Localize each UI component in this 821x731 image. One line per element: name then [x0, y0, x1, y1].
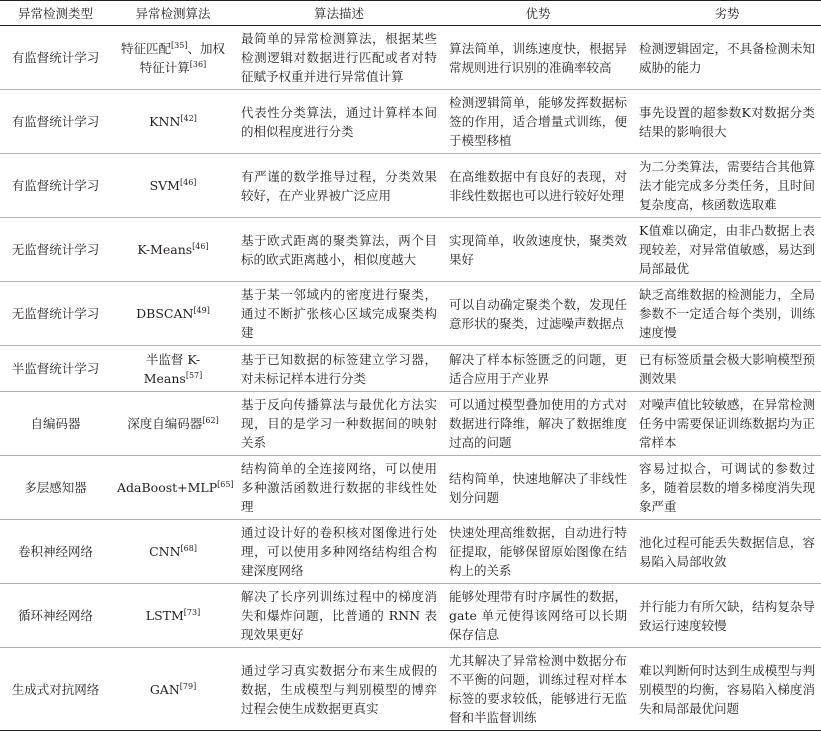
table-row	[0, 392, 821, 456]
cell-advantages: 检测逻辑简单，能够发挥数据标签的作用，适合增量式训练，便于模型移植	[443, 90, 633, 154]
cell-type: 无监督统计学习	[0, 282, 111, 346]
cell-type: 半监督统计学习	[0, 346, 111, 392]
header-advantages: 优势	[443, 1, 633, 26]
cell-disadvantages: 容易过拟合，可调试的参数过多，随着层数的增多梯度消失现象严重	[633, 456, 821, 520]
cell-disadvantages: 难以判断何时达到生成模型与判别模型的均衡，容易陷入梯度消失和局部最优问题	[633, 648, 821, 731]
cell-algorithm	[111, 584, 235, 648]
citation: [68]	[180, 543, 197, 553]
cell-algorithm	[111, 26, 235, 90]
citation: [65]	[217, 479, 234, 489]
cell-type: 有监督统计学习	[0, 154, 111, 218]
cell-disadvantages: 为二分类算法，需要结合其他算法才能完成多分类任务，且时间复杂度高，核函数选取难	[633, 154, 821, 218]
cell-description: 结构简单的全连接网络，可以使用多种激活函数进行数据的非线性处理	[235, 456, 443, 520]
table-row	[0, 282, 821, 346]
algorithm-name: CNN	[149, 544, 181, 559]
cell-type: 卷积神经网络	[0, 520, 111, 584]
cell-description: 有严谨的数学推导过程，分类效果较好，在产业界被广泛应用	[235, 154, 443, 218]
cell-disadvantages: 已有标签质量会极大影响模型预测效果	[633, 346, 821, 392]
cell-description: 最简单的异常检测算法，根据某些检测逻辑对数据进行匹配或者对特征赋予权重并进行异常值计算	[235, 26, 443, 90]
citation: [49]	[193, 305, 210, 315]
algorithm-name: 深度自编码器	[127, 416, 203, 431]
cell-advantages: 能够处理带有时序属性的数据，gate 单元使得该网络可以长期保存信息	[443, 584, 633, 648]
citation: [46]	[179, 177, 197, 187]
algorithm-name: SVM	[149, 178, 180, 193]
citation: [42]	[180, 113, 197, 123]
cell-advantages: 尤其解决了异常检测中数据分布不平衡的问题，训练过程对样本标签的要求较低，能够进行无监督和半监督训练	[443, 648, 633, 731]
cell-type: 自编码器	[0, 392, 111, 456]
cell-advantages: 可以通过模型叠加使用的方式对数据进行降维，解决了数据维度过高的问题	[443, 392, 633, 456]
table-row	[0, 456, 821, 520]
algorithm-name: 特征匹配	[121, 40, 172, 56]
cell-type: 无监督统计学习	[0, 218, 111, 282]
table-row	[0, 26, 821, 90]
citation: [62]	[202, 415, 219, 425]
cell-advantages: 快速处理高维数据，自动进行特征提取，能够保留原始图像在结构上的关系	[443, 520, 633, 584]
table-row	[0, 218, 821, 282]
cell-advantages: 实现简单，收敛速度快，聚类效果好	[443, 218, 633, 282]
cell-disadvantages: K值难以确定，由非凸数据上表现较差，对异常值敏感，易达到局部最优	[633, 218, 821, 282]
table-row	[0, 90, 821, 154]
cell-description: 基于欧式距离的聚类算法，两个目标的欧式距离越小，相似度越大	[235, 218, 443, 282]
header-row	[0, 1, 821, 26]
cell-type: 多层感知器	[0, 456, 111, 520]
cell-description: 代表性分类算法，通过计算样本间的相似程度进行分类	[235, 90, 443, 154]
citation: [35]	[171, 40, 188, 50]
algorithm-name: LSTM	[145, 608, 184, 623]
table-row	[0, 154, 821, 218]
cell-advantages: 解决了样本标签匮乏的问题，更适合应用于产业界	[443, 346, 633, 392]
cell-disadvantages: 池化过程可能丢失数据信息，容易陷入局部收敛	[633, 520, 821, 584]
header-description: 算法描述	[235, 1, 443, 26]
cell-description: 通过设计好的卷积核对图像进行处理，可以使用多种网络结构组合构建深度网络	[235, 520, 443, 584]
algorithm-name-2: 、加权特征计算	[139, 40, 225, 75]
cell-description: 基于某一邻域内的密度进行聚类，通过不断扩张核心区域完成聚类构建	[235, 282, 443, 346]
cell-description: 基于已知数据的标签建立学习器，对未标记样本进行分类	[235, 346, 443, 392]
cell-advantages: 在高维数据中有良好的表现，对非线性数据也可以进行较好处理	[443, 154, 633, 218]
cell-algorithm	[111, 346, 235, 392]
citation-2: [36]	[189, 59, 207, 69]
cell-advantages: 结构简单，快速地解决了非线性划分问题	[443, 456, 633, 520]
citation: [73]	[183, 607, 201, 617]
algorithm-name: KNN	[149, 114, 181, 129]
table-row	[0, 520, 821, 584]
cell-algorithm	[111, 218, 235, 282]
cell-algorithm	[111, 648, 235, 731]
cell-algorithm	[111, 392, 235, 456]
table-header	[0, 1, 821, 26]
cell-algorithm	[111, 520, 235, 584]
header-type: 异常检测类型	[0, 1, 111, 26]
cell-type: 循环神经网络	[0, 584, 111, 648]
citation: [79]	[179, 681, 197, 691]
algorithm-name: 半监督 K-Means	[143, 351, 201, 386]
cell-disadvantages: 缺乏高维数据的检测能力，全局参数不一定适合每个类别，训练速度慢	[633, 282, 821, 346]
table-row	[0, 648, 821, 731]
cell-type: 有监督统计学习	[0, 26, 111, 90]
algorithm-name: DBSCAN	[136, 306, 194, 321]
citation: [46]	[192, 241, 209, 251]
table-body	[0, 26, 821, 731]
cell-disadvantages: 对噪声值比较敏感，在异常检测任务中需要保证训练数据均为正常样本	[633, 392, 821, 456]
cell-algorithm	[111, 154, 235, 218]
cell-disadvantages: 检测逻辑固定，不具备检测未知威胁的能力	[633, 26, 821, 90]
cell-algorithm	[111, 90, 235, 154]
algorithm-name: AdaBoost+MLP	[117, 480, 218, 495]
algorithm-name: GAN	[149, 681, 180, 697]
citation: [57]	[185, 370, 203, 380]
cell-description: 基于反向传播算法与最优化方法实现，目的是学习一种数据间的映射关系	[235, 392, 443, 456]
cell-type: 有监督统计学习	[0, 90, 111, 154]
cell-algorithm	[111, 282, 235, 346]
cell-disadvantages: 并行能力有所欠缺，结构复杂导致运行速度较慢	[633, 584, 821, 648]
cell-algorithm	[111, 456, 235, 520]
header-algorithm: 异常检测算法	[111, 1, 235, 26]
cell-type: 生成式对抗网络	[0, 648, 111, 731]
cell-advantages: 算法简单，训练速度快，根据异常规则进行识别的准确率较高	[443, 26, 633, 90]
cell-description: 通过学习真实数据分布来生成假的数据，生成模型与判别模型的博弈过程会使生成数据更真实	[235, 648, 443, 731]
cell-description: 解决了长序列训练过程中的梯度消失和爆炸问题，比普通的 RNN 表现效果更好	[235, 584, 443, 648]
table-row	[0, 346, 821, 392]
algorithm-name: K-Means	[137, 242, 193, 257]
table-row	[0, 584, 821, 648]
cell-disadvantages: 事先设置的超参数K对数据分类结果的影响很大	[633, 90, 821, 154]
header-disadvantages: 劣势	[633, 1, 821, 26]
cell-advantages: 可以自动确定聚类个数，发现任意形状的聚类，过滤噪声数据点	[443, 282, 633, 346]
